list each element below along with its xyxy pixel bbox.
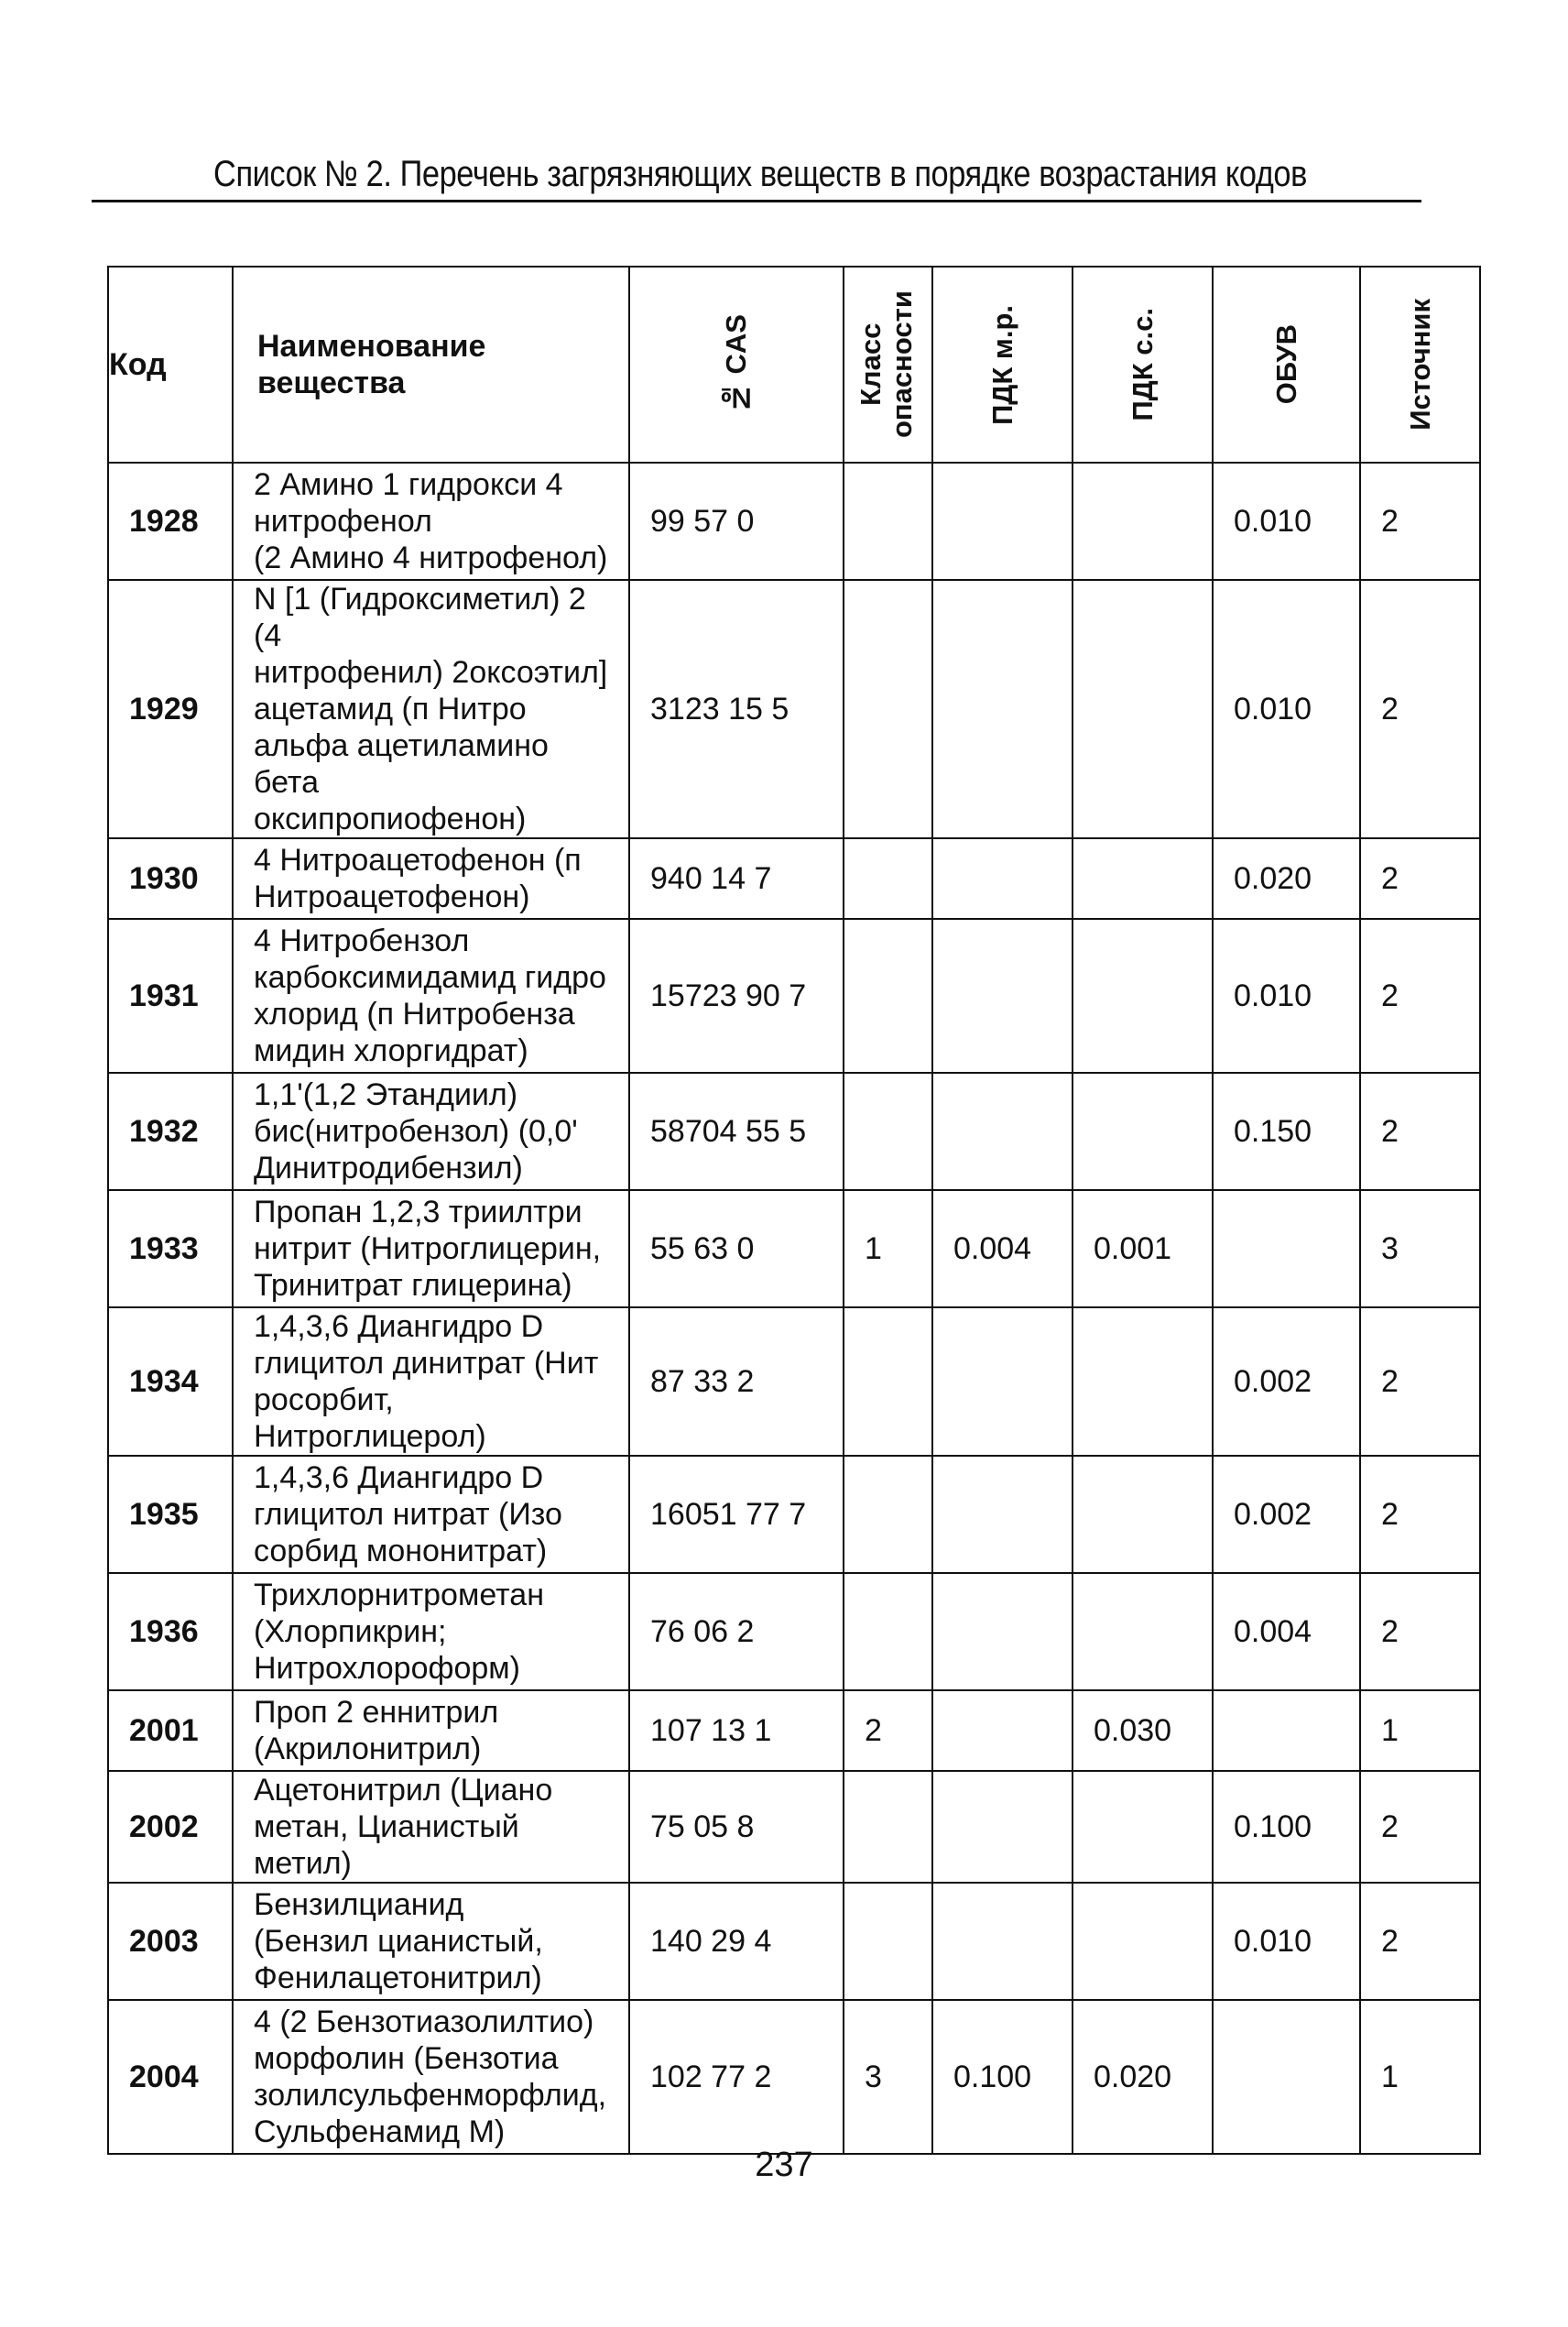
cell-code: 2004	[108, 2000, 233, 2154]
cell-code: 1936	[108, 1573, 233, 1690]
header-row	[108, 267, 1480, 463]
cell-pdk-mr	[932, 1573, 1073, 1690]
cell-code: 1932	[108, 1073, 233, 1190]
cell-cas: 3123 15 5	[629, 580, 844, 838]
header-obuv-cell	[1213, 267, 1360, 463]
cell-name: 4 (2 Бензотиазолилтио) морфолин (Бензотиа золилсульфенморфлид, Сульфенамид М)	[233, 2000, 629, 2154]
cell-obuv: 0.010	[1213, 919, 1360, 1073]
cell-hazard-class: 1	[844, 1190, 932, 1307]
cell-cas: 58704 55 5	[629, 1073, 844, 1190]
table-body	[108, 463, 1480, 2154]
cell-pdk-mr: 0.100	[932, 2000, 1073, 2154]
cell-source: 2	[1360, 1883, 1480, 2000]
cell-pdk-mr	[932, 1690, 1073, 1771]
table-row	[108, 838, 1480, 919]
table-row	[108, 1456, 1480, 1573]
cell-hazard-class	[844, 580, 932, 838]
table-row	[108, 1307, 1480, 1456]
cell-name: 1,4,3,6 Диангидро D глицитол динитрат (Нит росорбит, Нитроглицерол)	[233, 1307, 629, 1456]
cell-pdk-ss: 0.020	[1073, 2000, 1213, 2154]
cell-code: 1928	[108, 463, 233, 580]
cell-source: 2	[1360, 1771, 1480, 1883]
header-pdk-mr: ПДК м.р.	[985, 304, 1018, 425]
cell-name: Ацетонитрил (Циано метан, Цианистый метил)	[233, 1771, 629, 1883]
cell-code: 1931	[108, 919, 233, 1073]
cell-cas: 87 33 2	[629, 1307, 844, 1456]
cell-obuv: 0.010	[1213, 1883, 1360, 2000]
cell-hazard-class	[844, 1883, 932, 2000]
table-row	[108, 919, 1480, 1073]
cell-code: 2001	[108, 1690, 233, 1771]
header-obuv: ОБУВ	[1269, 324, 1302, 405]
cell-source: 2	[1360, 919, 1480, 1073]
cell-obuv: 0.100	[1213, 1771, 1360, 1883]
header-source: Источник	[1403, 299, 1436, 431]
cell-pdk-ss	[1073, 1456, 1213, 1573]
cell-obuv: 0.150	[1213, 1073, 1360, 1190]
cell-source: 2	[1360, 580, 1480, 838]
cell-pdk-ss	[1073, 463, 1213, 580]
cell-code: 1934	[108, 1307, 233, 1456]
cell-hazard-class	[844, 838, 932, 919]
header-source-cell	[1360, 267, 1480, 463]
cell-name: N [1 (Гидроксиметил) 2 (4 нитрофенил) 2оксоэтил] ацетамид (п Нитро альфа ацетиламино бета оксипропиофенон)	[233, 580, 629, 838]
cell-cas: 99 57 0	[629, 463, 844, 580]
cell-source: 2	[1360, 1456, 1480, 1573]
cell-source: 1	[1360, 1690, 1480, 1771]
cell-pdk-ss	[1073, 838, 1213, 919]
cell-pdk-mr: 0.004	[932, 1190, 1073, 1307]
cell-hazard-class: 2	[844, 1690, 932, 1771]
cell-code: 1929	[108, 580, 233, 838]
header-pdk-ss: ПДК с.с.	[1126, 308, 1159, 421]
cell-obuv	[1213, 2000, 1360, 2154]
cell-obuv	[1213, 1190, 1360, 1307]
header-hazard-class: Класс опасности	[854, 290, 918, 439]
cell-source: 2	[1360, 838, 1480, 919]
cell-hazard-class: 3	[844, 2000, 932, 2154]
cell-cas: 107 13 1	[629, 1690, 844, 1771]
cell-cas: 16051 77 7	[629, 1456, 844, 1573]
header-name: Наименование вещества	[233, 267, 629, 463]
cell-name: 1,4,3,6 Диангидро D глицитол нитрат (Изо сорбид мононитрат)	[233, 1456, 629, 1573]
header-code: Код	[108, 267, 233, 463]
table-row	[108, 463, 1480, 580]
header-cas-cell	[629, 267, 844, 463]
cell-source: 2	[1360, 1307, 1480, 1456]
cell-pdk-ss	[1073, 1307, 1213, 1456]
table-row	[108, 2000, 1480, 2154]
cell-pdk-mr	[932, 580, 1073, 838]
cell-cas: 76 06 2	[629, 1573, 844, 1690]
cell-name: 2 Амино 1 гидрокси 4 нитрофенол (2 Амино 4 нитрофенол)	[233, 463, 629, 580]
cell-pdk-mr	[932, 1771, 1073, 1883]
cell-hazard-class	[844, 1573, 932, 1690]
cell-code: 2002	[108, 1771, 233, 1883]
cell-name: Трихлорнитрометан (Хлорпикрин; Нитрохлороформ)	[233, 1573, 629, 1690]
header-cas: № CAS	[720, 314, 752, 415]
cell-pdk-mr	[932, 919, 1073, 1073]
cell-pdk-ss: 0.001	[1073, 1190, 1213, 1307]
cell-hazard-class	[844, 1456, 932, 1573]
cell-hazard-class	[844, 1073, 932, 1190]
cell-source: 2	[1360, 1073, 1480, 1190]
cell-name: Пропан 1,2,3 триилтри нитрит (Нитроглицерин, Тринитрат глицерина)	[233, 1190, 629, 1307]
cell-obuv	[1213, 1690, 1360, 1771]
cell-code: 1935	[108, 1456, 233, 1573]
cell-pdk-ss	[1073, 1883, 1213, 2000]
table-row	[108, 1771, 1480, 1883]
header-pdk-ss-cell	[1073, 267, 1213, 463]
table-row	[108, 1690, 1480, 1771]
cell-pdk-ss	[1073, 1771, 1213, 1883]
cell-source: 1	[1360, 2000, 1480, 2154]
table-row	[108, 1883, 1480, 2000]
cell-pdk-ss	[1073, 919, 1213, 1073]
cell-code: 2003	[108, 1883, 233, 2000]
cell-source: 3	[1360, 1190, 1480, 1307]
cell-pdk-mr	[932, 1456, 1073, 1573]
cell-hazard-class	[844, 919, 932, 1073]
cell-name: 4 Нитробензол карбоксимидамид гидро хлорид (п Нитробенза мидин хлоргидрат)	[233, 919, 629, 1073]
cell-pdk-mr	[932, 1073, 1073, 1190]
cell-hazard-class	[844, 463, 932, 580]
cell-name: Бензилцианид (Бензил цианистый, Фенилацетонитрил)	[233, 1883, 629, 2000]
cell-pdk-mr	[932, 1883, 1073, 2000]
cell-pdk-mr	[932, 1307, 1073, 1456]
cell-obuv: 0.020	[1213, 838, 1360, 919]
cell-cas: 15723 90 7	[629, 919, 844, 1073]
cell-name: 1,1'(1,2 Этандиил) бис(нитробензол) (0,0' Динитродибензил)	[233, 1073, 629, 1190]
cell-source: 2	[1360, 463, 1480, 580]
cell-obuv: 0.010	[1213, 463, 1360, 580]
cell-obuv: 0.004	[1213, 1573, 1360, 1690]
cell-pdk-ss: 0.030	[1073, 1690, 1213, 1771]
page-title: Список № 2. Перечень загрязняющих веществ в порядке возрастания кодов	[213, 154, 1307, 194]
table-row	[108, 1073, 1480, 1190]
cell-cas: 102 77 2	[629, 2000, 844, 2154]
substances-table	[107, 266, 1481, 2155]
cell-pdk-mr	[932, 463, 1073, 580]
cell-obuv: 0.002	[1213, 1456, 1360, 1573]
cell-cas: 75 05 8	[629, 1771, 844, 1883]
cell-pdk-mr	[932, 838, 1073, 919]
cell-code: 1930	[108, 838, 233, 919]
cell-hazard-class	[844, 1771, 932, 1883]
table-row	[108, 580, 1480, 838]
cell-obuv: 0.010	[1213, 580, 1360, 838]
cell-cas: 140 29 4	[629, 1883, 844, 2000]
title-rule	[92, 200, 1421, 202]
cell-pdk-ss	[1073, 1073, 1213, 1190]
cell-name: 4 Нитроацетофенон (п Нитроацетофенон)	[233, 838, 629, 919]
cell-code: 1933	[108, 1190, 233, 1307]
cell-name: Проп 2 еннитрил (Акрилонитрил)	[233, 1690, 629, 1771]
page-number: 237	[755, 2146, 813, 2184]
cell-hazard-class	[844, 1307, 932, 1456]
cell-pdk-ss	[1073, 580, 1213, 838]
header-pdk-mr-cell	[932, 267, 1073, 463]
cell-obuv: 0.002	[1213, 1307, 1360, 1456]
cell-cas: 55 63 0	[629, 1190, 844, 1307]
header-hazard-class-cell	[844, 267, 932, 463]
table-row	[108, 1573, 1480, 1690]
table-row	[108, 1190, 1480, 1307]
cell-pdk-ss	[1073, 1573, 1213, 1690]
cell-source: 2	[1360, 1573, 1480, 1690]
cell-cas: 940 14 7	[629, 838, 844, 919]
